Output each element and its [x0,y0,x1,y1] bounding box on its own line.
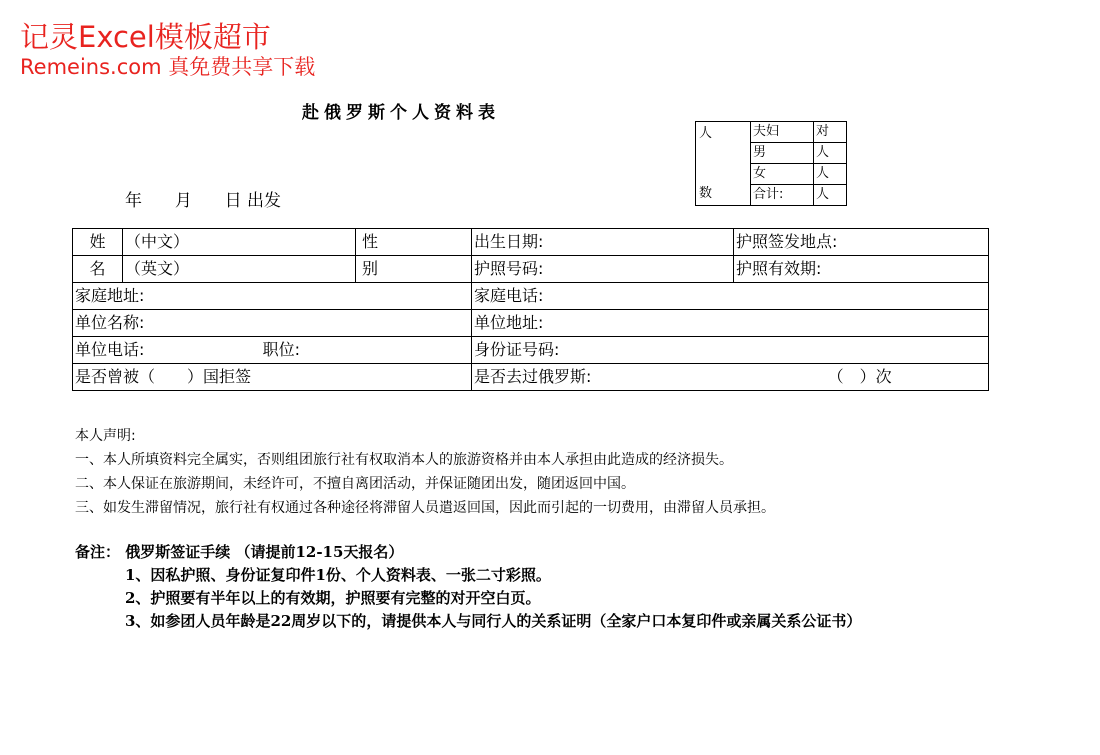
remarks-heading: 备注： 俄罗斯签证手续 （请提前12-15天报名） [75,543,404,561]
headcount-label-cell [696,122,751,206]
headcount-label-bottom: 数 [699,186,713,201]
remarks-section [75,541,861,633]
headcount-label-top: 人 [699,126,713,141]
passport-number-field[interactable]: 护照号码: [472,256,734,283]
declaration-item: 二、本人保证在旅游期间，未经许可，不擅自离团活动，并保证随团出发，随团返回中国。 [75,476,635,492]
visit-times-label: （ ）次 [827,367,892,386]
declaration-item: 一、本人所填资料完全属实，否则组团旅行社有权取消本人的旅游资格并由本人承担由此造成的经济损失。 [75,452,733,468]
gender-label-char2: 别 [356,256,472,283]
chinese-name-field[interactable]: （中文） [123,229,356,256]
english-name-field[interactable]: （英文） [123,256,356,283]
visited-russia-cell[interactable] [472,364,989,391]
headcount-couples-unit[interactable]: 对 [814,122,847,143]
home-address-field[interactable]: 家庭地址: [73,283,472,310]
declaration-section [75,424,775,520]
headcount-table [695,121,847,206]
declaration-heading: 本人声明: [75,428,136,444]
visa-refused-field[interactable]: 是否曾被（ ）国拒签 [73,364,472,391]
visited-russia-label: 是否去过俄罗斯: [474,367,592,386]
watermark-title: 记灵Excel模板超市 [20,20,271,54]
company-name-field[interactable]: 单位名称: [73,310,472,337]
birth-date-field[interactable]: 出生日期: [472,229,734,256]
company-phone-label: 单位电话: [75,340,145,359]
watermark-subtitle: Remeins.com 真免费共享下载 [20,55,316,79]
remarks-item: 3、如参团人员年龄是22周岁以下的，请提供本人与同行人的关系证明（全家户口本复印件或亲属关系公证书） [125,612,862,630]
company-phone-cell[interactable] [73,337,472,364]
headcount-male-unit[interactable]: 人 [814,143,847,164]
headcount-female-label: 女 [751,164,814,185]
form-title: 赴俄罗斯个人资料表 [302,103,500,123]
company-address-field[interactable]: 单位地址: [472,310,989,337]
departure-month-label: 月 [174,191,192,211]
headcount-total-label: 合计: [751,185,814,206]
departure-year-label: 年 [125,191,142,211]
headcount-couples-label: 夫妇 [751,122,814,143]
declaration-item: 三、如发生滞留情况，旅行社有权通过各种途径将滞留人员遣返回国，因此而引起的一切费用，由滞留人员承担。 [75,500,775,516]
id-number-field[interactable]: 身份证号码: [472,337,989,364]
passport-validity-field[interactable]: 护照有效期: [734,256,989,283]
departure-day-label: 日 出发 [224,191,282,211]
position-label: 职位: [262,340,300,359]
passport-issue-place-field[interactable]: 护照签发地点: [734,229,989,256]
headcount-male-label: 男 [751,143,814,164]
departure-date [125,186,281,211]
home-phone-field[interactable]: 家庭电话: [472,283,989,310]
remarks-item: 2、护照要有半年以上的有效期，护照要有完整的对开空白页。 [125,589,541,607]
remarks-item: 1、因私护照、身份证复印件1份、个人资料表、一张二寸彩照。 [125,566,551,584]
gender-label-char1: 性 [356,229,472,256]
personal-info-table [72,228,989,391]
name-label-char2: 名 [73,256,123,283]
name-label-char1: 姓 [73,229,123,256]
headcount-total-unit[interactable]: 人 [814,185,847,206]
headcount-female-unit[interactable]: 人 [814,164,847,185]
